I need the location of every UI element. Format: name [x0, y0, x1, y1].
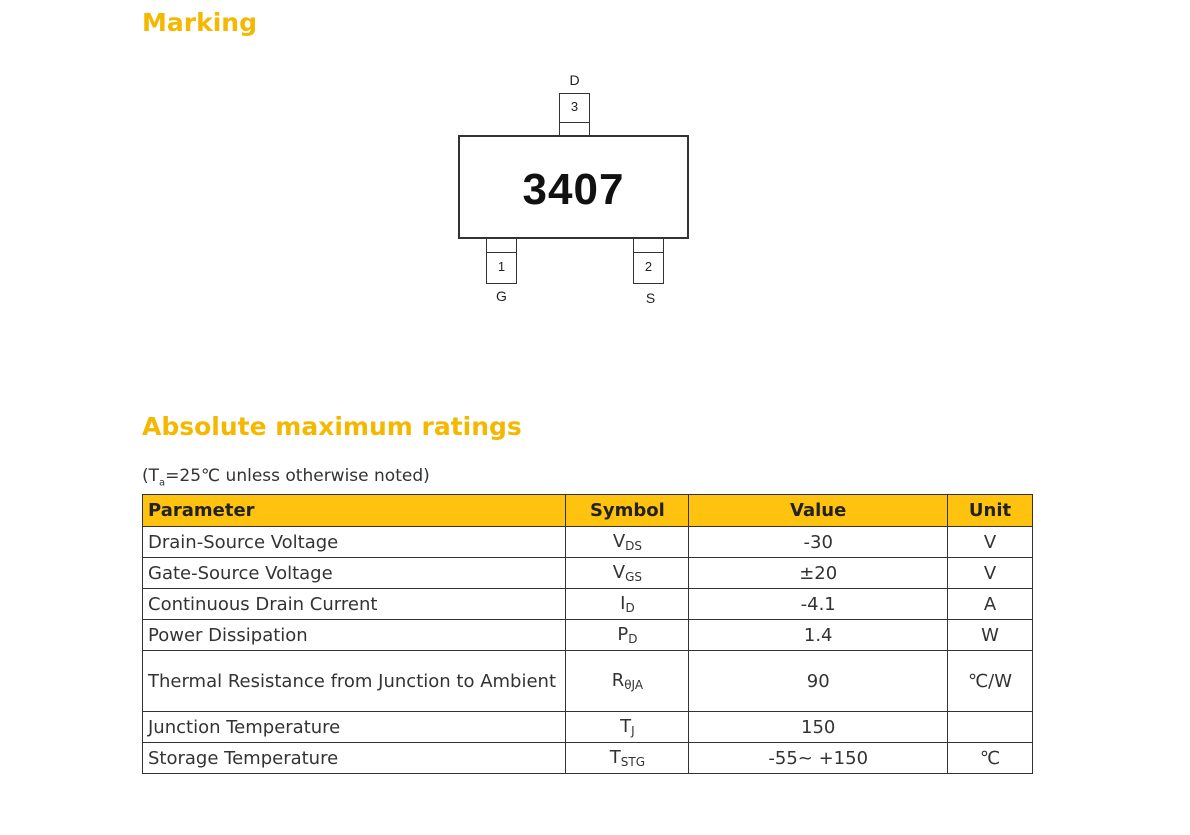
row-symbol	[566, 620, 689, 651]
pin-divider	[487, 252, 516, 253]
row-unit: A	[948, 589, 1033, 620]
header-symbol: Symbol	[566, 495, 689, 527]
pin-label-source: S	[645, 290, 656, 306]
package-marking-code: 3407	[522, 165, 625, 214]
ratings-title: Absolute maximum ratings	[142, 412, 522, 441]
pin-divider	[560, 122, 589, 123]
symbol-main: V	[612, 531, 626, 552]
row-symbol	[566, 712, 689, 743]
row-unit: ℃	[948, 743, 1033, 774]
pin-source	[633, 238, 664, 284]
row-parameter: Continuous Drain Current	[143, 589, 566, 620]
table-row	[143, 712, 1033, 743]
note-prefix: (T	[142, 466, 160, 486]
row-symbol	[566, 558, 689, 589]
header-value: Value	[689, 495, 948, 527]
row-unit: V	[948, 527, 1033, 558]
table-row	[143, 558, 1033, 589]
symbol-main: V	[612, 562, 626, 583]
row-parameter: Thermal Resistance from Junction to Ambient	[143, 651, 566, 712]
row-value: -30	[689, 527, 948, 558]
conditions-note	[142, 466, 430, 488]
table-row	[143, 651, 1033, 712]
table-row	[143, 743, 1033, 774]
pin-2-number: 2	[644, 259, 653, 274]
pin-divider	[634, 252, 663, 253]
row-value: -55~ +150	[689, 743, 948, 774]
pin-3-number: 3	[570, 99, 579, 114]
header-parameter: Parameter	[143, 495, 566, 527]
pin-1-number: 1	[497, 259, 506, 274]
table-header-row	[143, 495, 1033, 527]
symbol-subscript: DS	[625, 539, 642, 553]
symbol-main: P	[617, 624, 629, 645]
row-parameter: Power Dissipation	[143, 620, 566, 651]
row-symbol	[566, 527, 689, 558]
symbol-main: T	[609, 747, 621, 768]
symbol-main: T	[620, 716, 632, 737]
row-symbol	[566, 743, 689, 774]
symbol-subscript: D	[625, 601, 635, 615]
row-parameter: Junction Temperature	[143, 712, 566, 743]
row-symbol	[566, 651, 689, 712]
row-value: 90	[689, 651, 948, 712]
row-value: 150	[689, 712, 948, 743]
pin-label-drain: D	[569, 72, 580, 88]
row-unit: W	[948, 620, 1033, 651]
symbol-subscript: θJA	[624, 678, 644, 692]
symbol-subscript: D	[628, 632, 638, 646]
row-value: ±20	[689, 558, 948, 589]
row-unit: V	[948, 558, 1033, 589]
pin-drain	[559, 93, 590, 136]
row-unit: ℃/W	[948, 651, 1033, 712]
note-subscript: a	[159, 477, 166, 489]
symbol-subscript: STG	[620, 755, 646, 769]
symbol-subscript: GS	[625, 570, 643, 584]
header-unit: Unit	[948, 495, 1033, 527]
row-parameter: Gate-Source Voltage	[143, 558, 566, 589]
table-row	[143, 620, 1033, 651]
row-unit	[948, 712, 1033, 743]
row-symbol	[566, 589, 689, 620]
row-parameter: Storage Temperature	[143, 743, 566, 774]
symbol-main: R	[611, 670, 625, 691]
row-value: -4.1	[689, 589, 948, 620]
table-row	[143, 589, 1033, 620]
marking-title: Marking	[142, 8, 257, 37]
pin-gate	[486, 238, 517, 284]
pin-label-gate: G	[496, 288, 507, 304]
note-suffix: =25℃ unless otherwise noted)	[165, 466, 430, 486]
package-drawing	[0, 0, 1190, 400]
symbol-main: I	[620, 593, 626, 614]
symbol-subscript: J	[631, 724, 635, 738]
table-row	[143, 527, 1033, 558]
row-value: 1.4	[689, 620, 948, 651]
package-body	[458, 135, 689, 239]
ratings-table	[142, 494, 1033, 774]
row-parameter: Drain-Source Voltage	[143, 527, 566, 558]
